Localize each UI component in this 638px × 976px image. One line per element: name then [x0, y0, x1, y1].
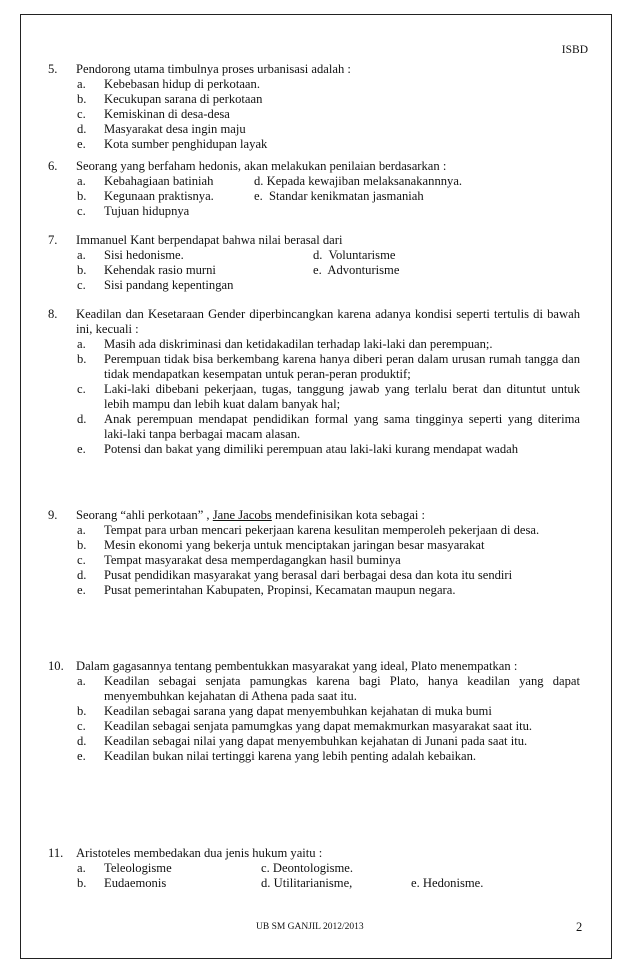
option-a[interactable]: a. Keadilan sebagai senjata pamungkas karena bagi Plato, hanya keadilan yang dapat menyembuhkan kejahatan di Athena pada saat itu. — [77, 674, 580, 703]
option-e[interactable]: e. Hedonisme. — [411, 876, 484, 890]
option-c[interactable]: c. Deontologisme. — [261, 861, 354, 875]
question-5 — [48, 62, 580, 152]
option-a[interactable]: a. Masih ada diskriminasi dan ketidakadilan terhadap laki-laki dan perempuan;. — [77, 337, 493, 351]
question-stem: Seorang “ahli perkotaan” , Jane Jacobs mendefinisikan kota sebagai : — [76, 508, 426, 522]
option-a[interactable]: a. Sisi hedonisme. — [77, 248, 184, 262]
option-a[interactable]: a. Teleologisme — [77, 861, 172, 875]
option-b[interactable]: b. Kehendak rasio murni — [77, 263, 216, 277]
option-e[interactable]: e. Potensi dan bakat yang dimiliki perempuan atau laki-laki kurang mendapat wadah — [77, 442, 519, 456]
option-b[interactable]: b. Eudaemonis — [77, 876, 167, 890]
option-a[interactable]: a. Tempat para urban mencari pekerjaan karena kesulitan memperoleh pekerjaan di desa. — [77, 523, 540, 537]
question-6 — [48, 159, 580, 219]
option-d[interactable]: d. Keadilan sebagai nilai yang dapat menyembuhkan kejahatan di Junani pada saat itu. — [77, 734, 528, 748]
question-stem: Dalam gagasannya tentang pembentukkan masyarakat yang ideal, Plato menempatkan : — [76, 659, 518, 673]
question-7 — [48, 233, 580, 293]
question-8 — [48, 307, 580, 457]
option-e[interactable]: e. Advonturisme — [313, 263, 400, 277]
option-b[interactable]: b. Kegunaan praktisnya. — [77, 189, 214, 203]
question-number: 7. — [48, 233, 58, 247]
option-a[interactable]: a. Kebahagiaan batiniah — [77, 174, 214, 188]
question-11 — [48, 846, 580, 891]
option-c[interactable]: c. Tempat masyarakat desa memperdagangkan hasil buminya — [77, 553, 401, 567]
option-c[interactable]: c. Keadilan sebagai senjata pamumgkas yang dapat memakmurkan masyarakat saat itu. — [77, 719, 533, 733]
question-stem: Seorang yang berfaham hedonis, akan melakukan penilaian berdasarkan : — [76, 159, 447, 173]
option-d[interactable]: d. Utilitarianisme, — [261, 876, 353, 890]
option-e[interactable]: e. Pusat pemerintahan Kabupaten, Propinsi, Kecamatan maupun negara. — [77, 583, 456, 597]
question-number: 8. — [48, 307, 58, 321]
option-e[interactable]: e. Standar kenikmatan jasmaniah — [254, 189, 424, 203]
question-stem: Aristoteles membedakan dua jenis hukum yaitu : — [76, 846, 323, 860]
question-number: 5. — [48, 62, 58, 76]
option-c[interactable]: c. Laki-laki dibebani pekerjaan, tugas, tanggung jawab yang terlalu berat dan dituntut untuk lebih mampu dan lebih kuat dalam banyak hal; — [77, 382, 580, 411]
question-stem: Pendorong utama timbulnya proses urbanisasi adalah : — [76, 62, 351, 76]
option-b[interactable]: b. Keadilan sebagai sarana yang dapat menyembuhkan kejahatan di muka bumi — [77, 704, 492, 718]
option-b[interactable]: b. Mesin ekonomi yang bekerja untuk menciptakan jaringan besar masyarakat — [77, 538, 485, 552]
option-e[interactable]: e. Kota sumber penghidupan layak — [77, 137, 268, 151]
option-d[interactable]: d. Kepada kewajiban melaksanakannnya. — [254, 174, 463, 188]
option-d[interactable]: d. Pusat pendidikan masyarakat yang berasal dari berbagai desa dan kota itu sendiri — [77, 568, 513, 582]
question-9 — [48, 508, 580, 598]
footer-text: UB SM GANJIL 2012/2013 — [256, 922, 364, 932]
author-name: Jane Jacobs — [212, 508, 272, 522]
question-stem: Immanuel Kant berpendapat bahwa nilai berasal dari — [76, 233, 343, 247]
option-c[interactable]: c. Tujuan hidupnya — [77, 204, 190, 218]
question-number: 10. — [48, 659, 64, 673]
question-number: 6. — [48, 159, 58, 173]
option-b[interactable]: b. Kecukupan sarana di perkotaan — [77, 92, 263, 106]
option-c[interactable]: c. Kemiskinan di desa-desa — [77, 107, 230, 121]
option-a[interactable]: a. Kebebasan hidup di perkotaan. — [77, 77, 260, 91]
option-d[interactable]: d. Masyarakat desa ingin maju — [77, 122, 246, 136]
page-border — [20, 14, 612, 959]
question-10 — [48, 659, 580, 764]
header-subject: ISBD — [561, 44, 588, 56]
option-b[interactable]: b. Perempuan tidak bisa berkembang karena hanya diberi peran dalam urusan rumah tangga dan tidak mendapatkan kesempatan untuk peran-peran produktif; — [77, 352, 580, 381]
question-number: 9. — [48, 508, 58, 522]
question-number: 11. — [48, 846, 64, 860]
option-d[interactable]: d. Anak perempuan mendapat pendidikan formal yang sama tingginya seperti yang diterima laki-laki tanpa berbagai macam alasan. — [77, 412, 580, 441]
question-stem: Keadilan dan Kesetaraan Gender diperbincangkan karena adanya kondisi seperti tertulis di bawah ini, kecuali : — [76, 307, 580, 336]
page-number: 2 — [576, 920, 583, 934]
option-c[interactable]: c. Sisi pandang kepentingan — [77, 278, 234, 292]
option-e[interactable]: e. Keadilan bukan nilai tertinggi karena yang lebih penting adalah kebaikan. — [77, 749, 477, 763]
option-d[interactable]: d. Voluntarisme — [313, 248, 396, 262]
